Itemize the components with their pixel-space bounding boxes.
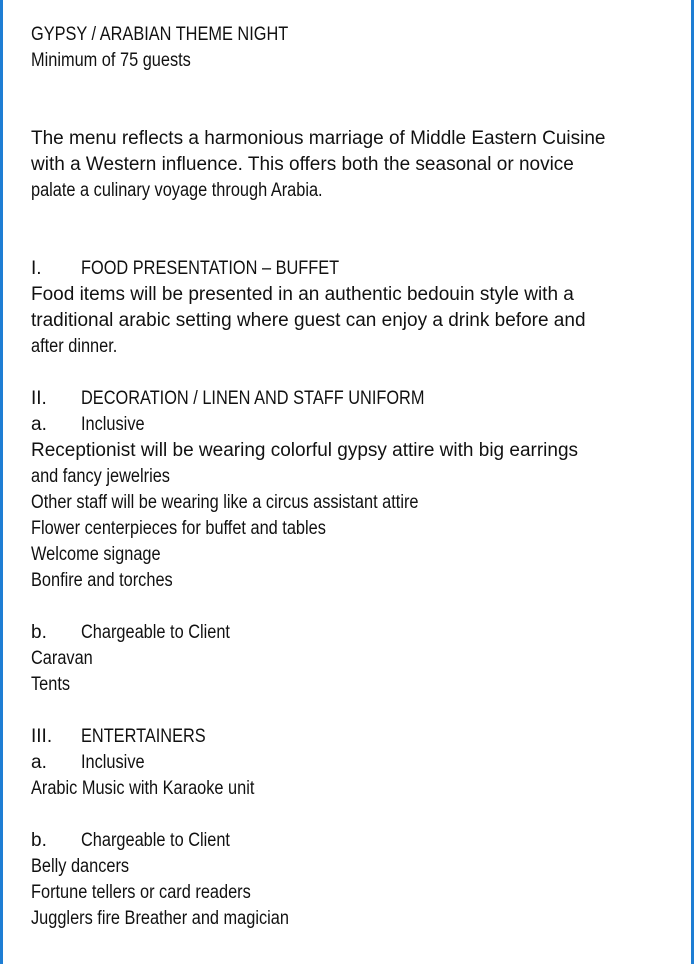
section-2-number: II. bbox=[31, 388, 47, 409]
section-3-title: ENTERTAINERS bbox=[81, 726, 206, 747]
section-2a-title: Inclusive bbox=[81, 414, 145, 435]
section-2-title: DECORATION / LINEN AND STAFF UNIFORM bbox=[81, 388, 425, 409]
document-content bbox=[31, 22, 639, 932]
list-item: Other staff will be wearing like a circus assistant attire bbox=[31, 492, 419, 513]
section-3b-number: b. bbox=[31, 830, 47, 851]
list-item: Tents bbox=[31, 674, 71, 695]
guest-minimum: Minimum of 75 guests bbox=[31, 50, 191, 71]
list-item: Fortune tellers or card readers bbox=[31, 882, 251, 903]
section-2a-heading bbox=[31, 412, 639, 438]
section-2b-title: Chargeable to Client bbox=[81, 622, 230, 643]
list-item: Belly dancers bbox=[31, 856, 130, 877]
section-1-heading bbox=[31, 256, 639, 282]
list-item: Caravan bbox=[31, 648, 93, 669]
list-item: and fancy jewelries bbox=[31, 466, 170, 487]
section-1-title: FOOD PRESENTATION – BUFFET bbox=[81, 258, 340, 279]
intro-line-3: palate a culinary voyage through Arabia. bbox=[31, 180, 323, 201]
section-2b-number: b. bbox=[31, 622, 47, 643]
section-1-body-line: Food items will be presented in an authentic bedouin style with a bbox=[31, 284, 574, 305]
section-2b-heading bbox=[31, 620, 639, 646]
section-1-number: I. bbox=[31, 258, 42, 279]
section-3a-title: Inclusive bbox=[81, 752, 145, 773]
list-item: Bonfire and torches bbox=[31, 570, 173, 591]
section-3b-heading bbox=[31, 828, 639, 854]
section-2a-number: a. bbox=[31, 414, 47, 435]
section-2-heading bbox=[31, 386, 639, 412]
section-3-number: III. bbox=[31, 726, 53, 747]
section-1-body-line: traditional arabic setting where guest can enjoy a drink before and bbox=[31, 310, 586, 331]
list-item: Jugglers fire Breather and magician bbox=[31, 908, 289, 929]
section-3-heading bbox=[31, 724, 639, 750]
document-title: GYPSY / ARABIAN THEME NIGHT bbox=[31, 24, 289, 45]
intro-line-1: The menu reflects a harmonious marriage of Middle Eastern Cuisine bbox=[31, 128, 606, 149]
list-item: Flower centerpieces for buffet and tables bbox=[31, 518, 326, 539]
intro-line-2: with a Western influence. This offers both the seasonal or novice bbox=[31, 154, 574, 175]
list-item: Arabic Music with Karaoke unit bbox=[31, 778, 255, 799]
section-1-body-line: after dinner. bbox=[31, 336, 118, 357]
section-3b-title: Chargeable to Client bbox=[81, 830, 230, 851]
list-item: Receptionist will be wearing colorful gypsy attire with big earrings bbox=[31, 440, 579, 461]
section-3a-heading bbox=[31, 750, 639, 776]
list-item: Welcome signage bbox=[31, 544, 161, 565]
section-3a-number: a. bbox=[31, 752, 47, 773]
